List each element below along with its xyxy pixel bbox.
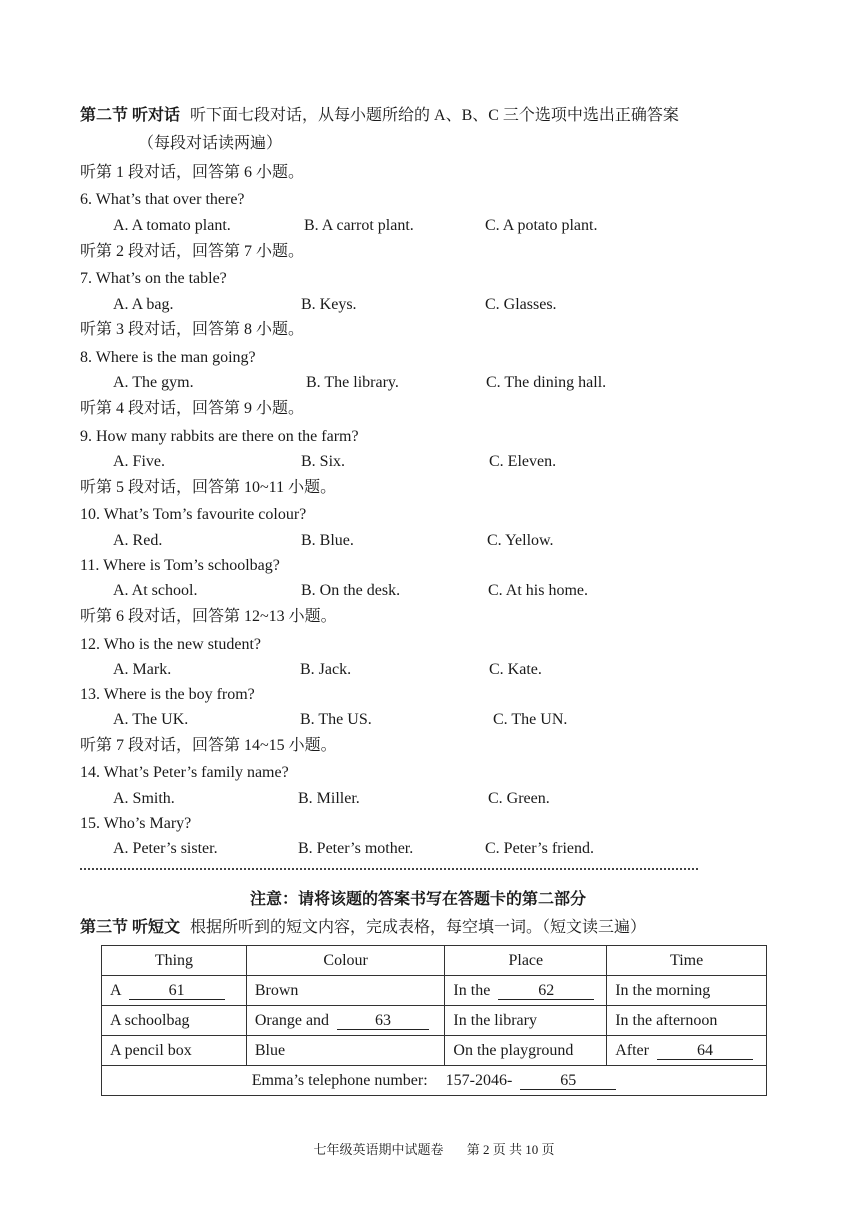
blank-64[interactable]: 64 <box>657 1043 753 1060</box>
option-b: B. The US. <box>300 711 372 728</box>
cell-place: In the library <box>445 1006 607 1036</box>
question: 10. What’s Tom’s favourite colour? <box>80 506 307 523</box>
option-b: B. The library. <box>306 374 399 391</box>
option-b: B. Blue. <box>301 532 354 549</box>
option-c: C. The dining hall. <box>486 374 607 391</box>
option-a: A. The UK. <box>113 711 189 728</box>
cell-time <box>607 1036 767 1066</box>
option-b: B. Peter’s mother. <box>298 840 414 857</box>
table-row-phone <box>102 1066 767 1096</box>
section2-title <box>80 105 679 127</box>
cell-place <box>445 976 607 1006</box>
group-intro: 听第 5 段对话，回答第 10~11 小题。 <box>80 479 337 496</box>
question: 9. How many rabbits are there on the farm? <box>80 428 359 445</box>
option-c: C. The UN. <box>493 711 568 728</box>
cell-prefix: In the <box>453 981 491 999</box>
option-b: B. Jack. <box>300 661 352 678</box>
group-intro: 听第 7 段对话，回答第 14~15 小题。 <box>80 737 337 754</box>
option-c: C. Yellow. <box>487 532 554 549</box>
page-number: 第 2 页 共 10 页 <box>466 1142 555 1157</box>
dotted-separator <box>80 868 698 870</box>
question: 14. What’s Peter’s family name? <box>80 764 289 781</box>
option-a: A. A tomato plant. <box>113 217 231 234</box>
phone-label: Emma’s telephone number: <box>251 1071 428 1089</box>
option-a: A. At school. <box>113 582 198 599</box>
table-header-row <box>102 946 767 976</box>
question: 6. What’s that over there? <box>80 191 245 208</box>
section3-instruction: 根据所听到的短文内容，完成表格，每空填一词。（短文读三遍） <box>190 919 647 936</box>
cell-prefix: Orange and <box>254 1011 330 1029</box>
question: 7. What’s on the table? <box>80 270 227 287</box>
cell-colour <box>246 1006 445 1036</box>
table-row <box>102 1006 767 1036</box>
section3-heading: 第三节 听短文 <box>80 919 181 936</box>
cell-place: On the playground <box>445 1036 607 1066</box>
cell-thing <box>102 976 247 1006</box>
group-intro: 听第 4 段对话，回答第 9 小题。 <box>80 400 305 417</box>
cell-time: In the afternoon <box>607 1006 767 1036</box>
cell-prefix: After <box>615 1041 649 1059</box>
blank-61[interactable]: 61 <box>129 983 225 1000</box>
header-time: Time <box>607 946 767 976</box>
answer-notice: 注意：请将该题的答案书写在答题卡的第二部分 <box>250 891 587 908</box>
option-c: C. Kate. <box>489 661 542 678</box>
option-a: A. Mark. <box>113 661 172 678</box>
question: 8. Where is the man going? <box>80 349 256 366</box>
cell-time: In the morning <box>607 976 767 1006</box>
header-thing: Thing <box>102 946 247 976</box>
option-c: C. A potato plant. <box>485 217 598 234</box>
option-c: C. Glasses. <box>485 296 557 313</box>
question: 15. Who’s Mary? <box>80 815 192 832</box>
cell-colour: Brown <box>246 976 445 1006</box>
option-c: C. Peter’s friend. <box>485 840 595 857</box>
option-b: B. Miller. <box>298 790 360 807</box>
option-a: A. The gym. <box>113 374 194 391</box>
exam-name: 七年级英语期中试题卷 <box>313 1142 444 1157</box>
section2-instruction: 听下面七段对话，从每小题所给的 A、B、C 三个选项中选出正确答案 <box>190 107 679 124</box>
header-place: Place <box>445 946 607 976</box>
option-b: B. Six. <box>301 453 346 470</box>
section3-title <box>80 917 646 939</box>
option-c: C. Eleven. <box>489 453 557 470</box>
header-colour: Colour <box>246 946 445 976</box>
option-a: A. Smith. <box>113 790 175 807</box>
option-a: A. Peter’s sister. <box>113 840 218 857</box>
table-row <box>102 976 767 1006</box>
section2-heading: 第二节 听对话 <box>80 107 181 124</box>
question: 11. Where is Tom’s schoolbag? <box>80 557 280 574</box>
option-b: B. A carrot plant. <box>304 217 414 234</box>
listening-table <box>101 945 767 1096</box>
cell-thing: A schoolbag <box>102 1006 247 1036</box>
blank-65[interactable]: 65 <box>520 1073 616 1090</box>
question: 12. Who is the new student? <box>80 636 262 653</box>
option-a: A. A bag. <box>113 296 174 313</box>
blank-63[interactable]: 63 <box>337 1013 429 1030</box>
option-a: A. Five. <box>113 453 165 470</box>
section2-instruction2: （每段对话读两遍） <box>138 135 283 152</box>
group-intro: 听第 3 段对话，回答第 8 小题。 <box>80 321 305 338</box>
question: 13. Where is the boy from? <box>80 686 255 703</box>
group-intro: 听第 2 段对话，回答第 7 小题。 <box>80 243 305 260</box>
option-b: B. On the desk. <box>301 582 401 599</box>
option-c: C. At his home. <box>488 582 589 599</box>
cell-phone <box>102 1066 767 1096</box>
blank-62[interactable]: 62 <box>498 983 594 1000</box>
group-intro: 听第 1 段对话，回答第 6 小题。 <box>80 164 305 181</box>
table-row <box>102 1036 767 1066</box>
phone-prefix: 157-2046- <box>445 1071 513 1089</box>
cell-colour: Blue <box>246 1036 445 1066</box>
cell-prefix: A <box>110 981 121 999</box>
page-footer <box>0 1139 868 1158</box>
option-c: C. Green. <box>488 790 550 807</box>
cell-thing: A pencil box <box>102 1036 247 1066</box>
option-b: B. Keys. <box>301 296 357 313</box>
group-intro: 听第 6 段对话，回答第 12~13 小题。 <box>80 608 337 625</box>
option-a: A. Red. <box>113 532 163 549</box>
